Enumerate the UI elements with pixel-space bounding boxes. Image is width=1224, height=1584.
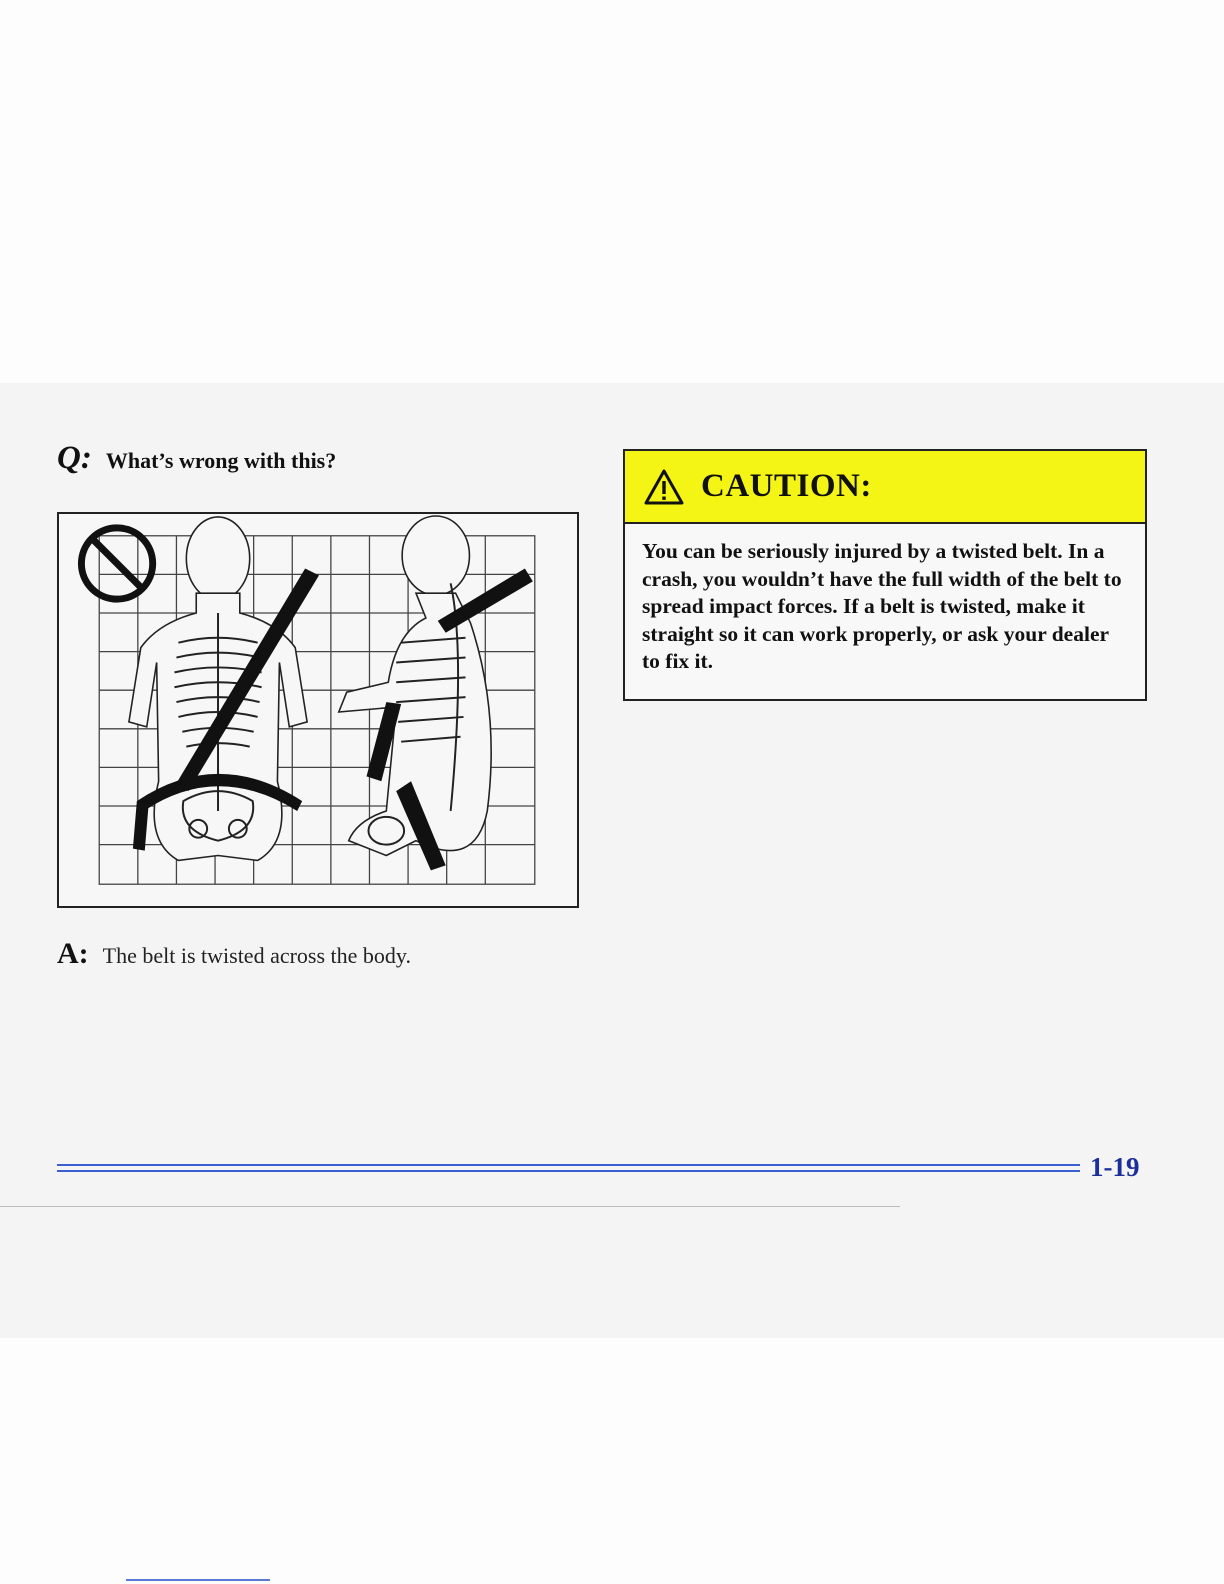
twisted-belt-illustration-icon bbox=[59, 514, 577, 906]
answer bbox=[57, 937, 411, 971]
twisted-belt-figure bbox=[57, 512, 579, 908]
question-label: Q: bbox=[57, 440, 92, 476]
question-text: What’s wrong with this? bbox=[105, 448, 337, 473]
caution-title: CAUTION: bbox=[701, 468, 872, 504]
divider bbox=[0, 1206, 900, 1207]
question bbox=[57, 440, 336, 477]
warning-triangle-icon bbox=[643, 468, 685, 506]
divider bbox=[126, 1579, 270, 1581]
footer-rule bbox=[57, 1164, 1080, 1173]
caution-body: You can be seriously injured by a twisted belt. In a crash, you wouldn’t have the full width of the belt to spread impact forces. If a belt is twisted, make it straight so it can work properly, or ask your dealer to fix it. bbox=[642, 539, 1122, 673]
page-number: 1-19 bbox=[1090, 1152, 1140, 1182]
caution-header bbox=[625, 451, 1145, 524]
answer-text: The belt is twisted across the body. bbox=[102, 943, 411, 968]
caution-box bbox=[623, 449, 1147, 701]
answer-label: A: bbox=[57, 937, 89, 970]
